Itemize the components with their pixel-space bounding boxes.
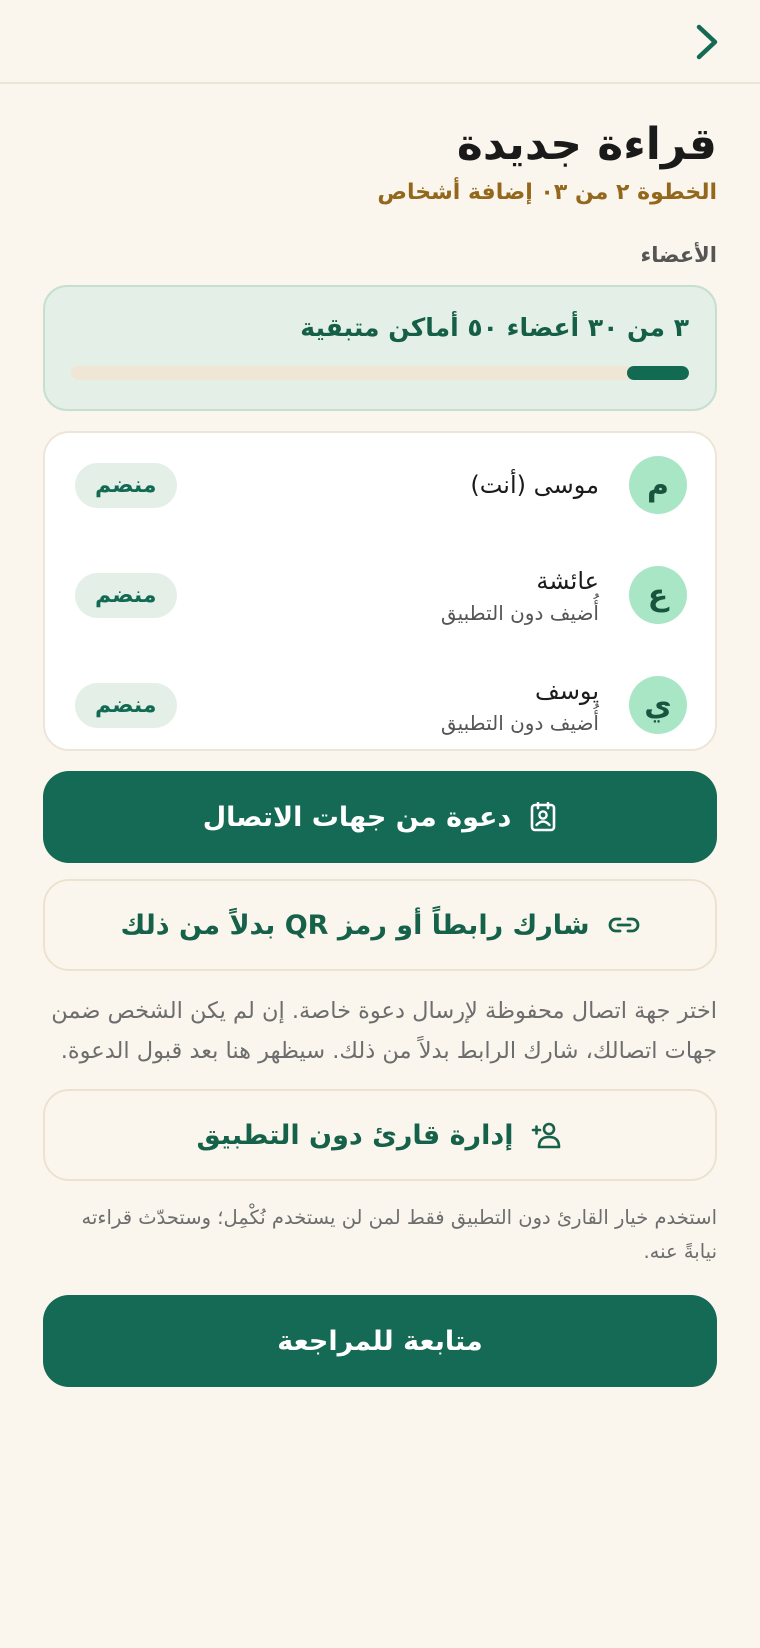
- status-badge: منضم: [75, 463, 177, 508]
- status-badge: منضم: [75, 683, 177, 728]
- invite-button-label: دعوة من جهات الاتصال: [202, 801, 512, 833]
- capacity-progress-bar: [71, 366, 689, 380]
- member-row: [73, 669, 687, 741]
- share-link-button[interactable]: [43, 879, 717, 971]
- avatar: م: [629, 456, 687, 514]
- add-user-icon: [531, 1121, 563, 1149]
- member-row: [73, 449, 687, 521]
- back-button[interactable]: [682, 18, 730, 66]
- capacity-progress-fill: [627, 366, 689, 380]
- capacity-text: ٣ من ٣٠ أعضاء ٥٠ أماكن متبقية: [300, 313, 689, 342]
- continue-to-review-button[interactable]: [43, 1295, 717, 1387]
- link-icon: [608, 915, 640, 935]
- member-name: موسى (أنت): [470, 471, 599, 499]
- top-bar: [0, 0, 760, 84]
- member-subtitle: أُضيف دون التطبيق: [440, 711, 599, 735]
- avatar: ع: [629, 566, 687, 624]
- contact-book-icon: [529, 802, 557, 832]
- member-row: [73, 559, 687, 631]
- member-name: عائشة: [536, 567, 599, 595]
- member-info: [441, 675, 599, 735]
- chevron-right-icon: [691, 22, 721, 62]
- member-main: [441, 675, 687, 735]
- member-info: [470, 469, 599, 501]
- member-main: [441, 565, 687, 625]
- members-list: [43, 431, 717, 751]
- continue-button-label: متابعة للمراجعة: [277, 1325, 483, 1357]
- member-subtitle: أُضيف دون التطبيق: [440, 601, 599, 625]
- offline-reader-note: استخدم خيار القارئ دون التطبيق فقط لمن لن يستخدم نُكْمِل؛ وستحدّث قراءته نيابةً عنه.: [81, 1206, 717, 1263]
- invite-from-contacts-button[interactable]: [43, 771, 717, 863]
- manage-button-label: إدارة قارئ دون التطبيق: [196, 1119, 514, 1151]
- page-title: قراءة جديدة: [456, 119, 717, 170]
- member-name: يوسف: [534, 677, 599, 705]
- status-badge: منضم: [75, 573, 177, 618]
- main-content: [43, 84, 717, 1387]
- capacity-card: [43, 285, 717, 411]
- step-indicator: الخطوة ٢ من ٠٣ إضافة أشخاص: [377, 180, 717, 205]
- share-button-label: شارك رابطاً أو رمز QR بدلاً من ذلك: [120, 909, 590, 941]
- member-main: [470, 456, 687, 514]
- avatar: ي: [629, 676, 687, 734]
- members-section-label: الأعضاء: [640, 243, 717, 267]
- invite-help-text: اختر جهة اتصال محفوظة لإرسال دعوة خاصة. إن لم يكن الشخص ضمن جهات اتصالك، شارك الرابط بدلاً من ذلك. سيظهر هنا بعد قبول الدعوة.: [51, 998, 717, 1064]
- manage-offline-reader-button[interactable]: [43, 1089, 717, 1181]
- member-info: [441, 565, 599, 625]
